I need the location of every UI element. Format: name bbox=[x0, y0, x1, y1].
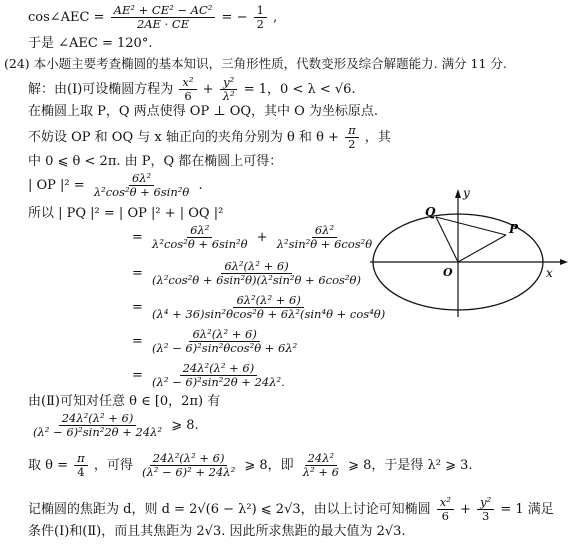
pq-line: 所以 | PQ |² = | OP |² + | OQ |² bbox=[28, 206, 224, 221]
point-p-label: P bbox=[509, 222, 519, 236]
ellipse-figure bbox=[370, 185, 570, 320]
op-end: . bbox=[198, 178, 203, 193]
eq-sign: = bbox=[132, 266, 143, 281]
half-fraction bbox=[254, 4, 267, 31]
sol-p6e: ⩾ 8，于是得 λ² ⩾ 3. bbox=[348, 458, 473, 473]
y-axis-arrow bbox=[455, 189, 461, 198]
solution-line-1 bbox=[28, 76, 356, 103]
point-q-label: Q bbox=[425, 205, 436, 219]
expr-5-den: (λ² − 6)²sin²2θ + 24λ². bbox=[152, 375, 285, 389]
ellipse-x-num: x² bbox=[179, 76, 196, 90]
expr-1a-fraction bbox=[149, 224, 250, 251]
solution-line-6 bbox=[28, 452, 473, 479]
expr-4-num: 6λ²(λ² + 6) bbox=[189, 328, 259, 342]
sol-p6a: 取 θ = bbox=[28, 458, 68, 473]
expr-2 bbox=[132, 260, 366, 287]
sol-p3a: 不妨设 OP 和 OQ 与 x 轴正向的夹角分别为 θ 和 θ + bbox=[28, 130, 339, 145]
p7-x-den: 6 bbox=[441, 509, 449, 523]
eq-sign: = bbox=[132, 334, 143, 349]
ineq-num: 24λ²(λ² + 6) bbox=[59, 412, 137, 426]
solution-line-4: 中 0 ⩽ θ < 2π. 由 P，Q 都在椭圆上可得： bbox=[28, 154, 283, 169]
p7-y-den: 3 bbox=[481, 509, 490, 523]
sol-p6b: ，可得 bbox=[93, 458, 133, 473]
expr-5-num: 24λ²(λ² + 6) bbox=[180, 362, 258, 376]
p6d-fraction bbox=[300, 452, 342, 479]
cos-lhs: cos∠AEC = bbox=[28, 10, 105, 25]
ineq-fraction bbox=[30, 412, 165, 439]
expr-4-fraction bbox=[149, 328, 300, 355]
solution-line-8: 条件(Ⅰ)和(Ⅱ)，而且其焦距为 2√3. 因此所求焦距的最大值为 2√3. bbox=[28, 524, 406, 539]
quarter-pi-num: π bbox=[74, 452, 88, 466]
expr-3-den: (λ⁴ + 36)sin²θcos²θ + 6λ²(sin⁴θ + cos⁴θ) bbox=[152, 307, 386, 321]
expr-3-num: 6λ²(λ² + 6) bbox=[233, 294, 303, 308]
x-axis-label: x bbox=[546, 266, 553, 280]
cos-value: = − bbox=[221, 10, 248, 25]
segment-op bbox=[458, 235, 506, 262]
sol-p6c: ⩾ 8，即 bbox=[244, 458, 294, 473]
solution-line-2: 在椭圆上取 P，Q 两点使得 OP ⊥ OQ，其中 O 为坐标原点. bbox=[28, 104, 379, 119]
op-num: 6λ² bbox=[129, 172, 154, 186]
p7-x-fraction bbox=[437, 496, 454, 523]
expr-1-plus: + bbox=[256, 230, 268, 245]
p7-y-fraction bbox=[477, 496, 494, 523]
sol-p3b: ，其 bbox=[364, 130, 391, 145]
half-denominator: 2 bbox=[256, 17, 264, 31]
cos-end: , bbox=[273, 10, 278, 25]
ellipse-y-num: y² bbox=[220, 76, 237, 90]
expr-2-num: 6λ²(λ² + 6) bbox=[221, 260, 291, 274]
problem-header: (24) 本小题主要考查椭圆的基本知识，三角形性质，代数变形及综合解题能力. 满分 11 分. bbox=[4, 56, 507, 71]
op-equation bbox=[28, 172, 203, 199]
eq-sign: = bbox=[132, 368, 143, 383]
p6-den: (λ² − 6)² + 24λ² bbox=[141, 465, 236, 479]
expr-1b-den: λ²sin²θ + 6cos²θ bbox=[276, 237, 373, 251]
ellipse-y-fraction bbox=[220, 76, 238, 103]
expr-1a-den: λ²cos²θ + 6sin²θ bbox=[152, 237, 248, 251]
x-axis-arrow bbox=[560, 259, 568, 265]
ellipse-y-den: λ² bbox=[222, 89, 235, 103]
half-numerator: 1 bbox=[254, 4, 267, 18]
sol-p1-end: = 1，0 < λ < √6. bbox=[243, 82, 356, 97]
y-axis-label: y bbox=[463, 186, 470, 200]
solution-line-7 bbox=[28, 496, 554, 523]
eq-sign: = bbox=[132, 230, 143, 245]
plus-sign: + bbox=[460, 502, 471, 517]
expr-5-fraction bbox=[149, 362, 288, 389]
expr-1a-num: 6λ² bbox=[187, 224, 212, 238]
expr-4-den: (λ² − 6)²sin²θcos²θ + 6λ² bbox=[152, 341, 298, 355]
pi-half-fraction bbox=[345, 124, 359, 151]
op-lhs: | OP |² = bbox=[28, 178, 85, 193]
p6d-num: 24λ² bbox=[305, 452, 338, 466]
solution-line-3 bbox=[28, 124, 391, 151]
inequality bbox=[28, 412, 199, 439]
expr-1 bbox=[132, 224, 377, 251]
expr-3-fraction bbox=[149, 294, 388, 321]
segment-pq bbox=[436, 217, 506, 235]
cos-denominator: 2AE · CE bbox=[136, 17, 190, 31]
p7-y-num: y² bbox=[477, 496, 494, 510]
expr-2-den: (λ²cos²θ + 6sin²θ)(λ²sin²θ + 6cos²θ) bbox=[152, 273, 361, 287]
expr-2-fraction bbox=[149, 260, 364, 287]
origin-label: O bbox=[443, 266, 453, 279]
expr-4 bbox=[132, 328, 302, 355]
sol-p7b: = 1 满足 bbox=[500, 502, 554, 517]
quarter-pi-fraction bbox=[74, 452, 88, 479]
p7-x-num: x² bbox=[437, 496, 454, 510]
expr-5 bbox=[132, 362, 290, 389]
ellipse-x-fraction bbox=[179, 76, 196, 103]
cos-fraction bbox=[111, 4, 216, 31]
expr-1b-num: 6λ² bbox=[312, 224, 337, 238]
cos-line bbox=[28, 4, 277, 31]
ellipse-x-den: 6 bbox=[184, 89, 192, 103]
cos-numerator: AE² + CE² − AC² bbox=[111, 4, 216, 18]
ineq-den: (λ² − 6)²sin²2θ + 24λ² bbox=[33, 425, 163, 439]
op-fraction bbox=[91, 172, 192, 199]
ineq-end: ⩾ 8. bbox=[171, 418, 199, 433]
angle-line: 于是 ∠AEC = 120°. bbox=[28, 36, 153, 51]
p6-num: 24λ²(λ² + 6) bbox=[150, 452, 228, 466]
expr-3 bbox=[132, 294, 390, 321]
quarter-pi-den: 4 bbox=[77, 465, 85, 479]
pi-half-num: π bbox=[345, 124, 359, 138]
p6d-den: λ² + 6 bbox=[302, 465, 339, 479]
p6-fraction bbox=[139, 452, 238, 479]
pi-half-den: 2 bbox=[348, 137, 356, 151]
eq-sign: = bbox=[132, 300, 143, 315]
segment-oq bbox=[436, 217, 458, 262]
sol-p1: 解：由(Ⅰ)可设椭圆方程为 bbox=[28, 82, 174, 97]
solution-line-5: 由(Ⅱ)可知对任意 θ ∈ [0，2π) 有 bbox=[28, 394, 221, 409]
expr-1b-fraction bbox=[274, 224, 375, 251]
plus-sign: + bbox=[202, 82, 214, 97]
sol-p7a: 记椭圆的焦距为 d，则 d = 2√(6 − λ²) ⩽ 2√3，由以上讨论可知椭圆 bbox=[28, 502, 431, 517]
op-den: λ²cos²θ + 6sin²θ bbox=[93, 185, 190, 199]
